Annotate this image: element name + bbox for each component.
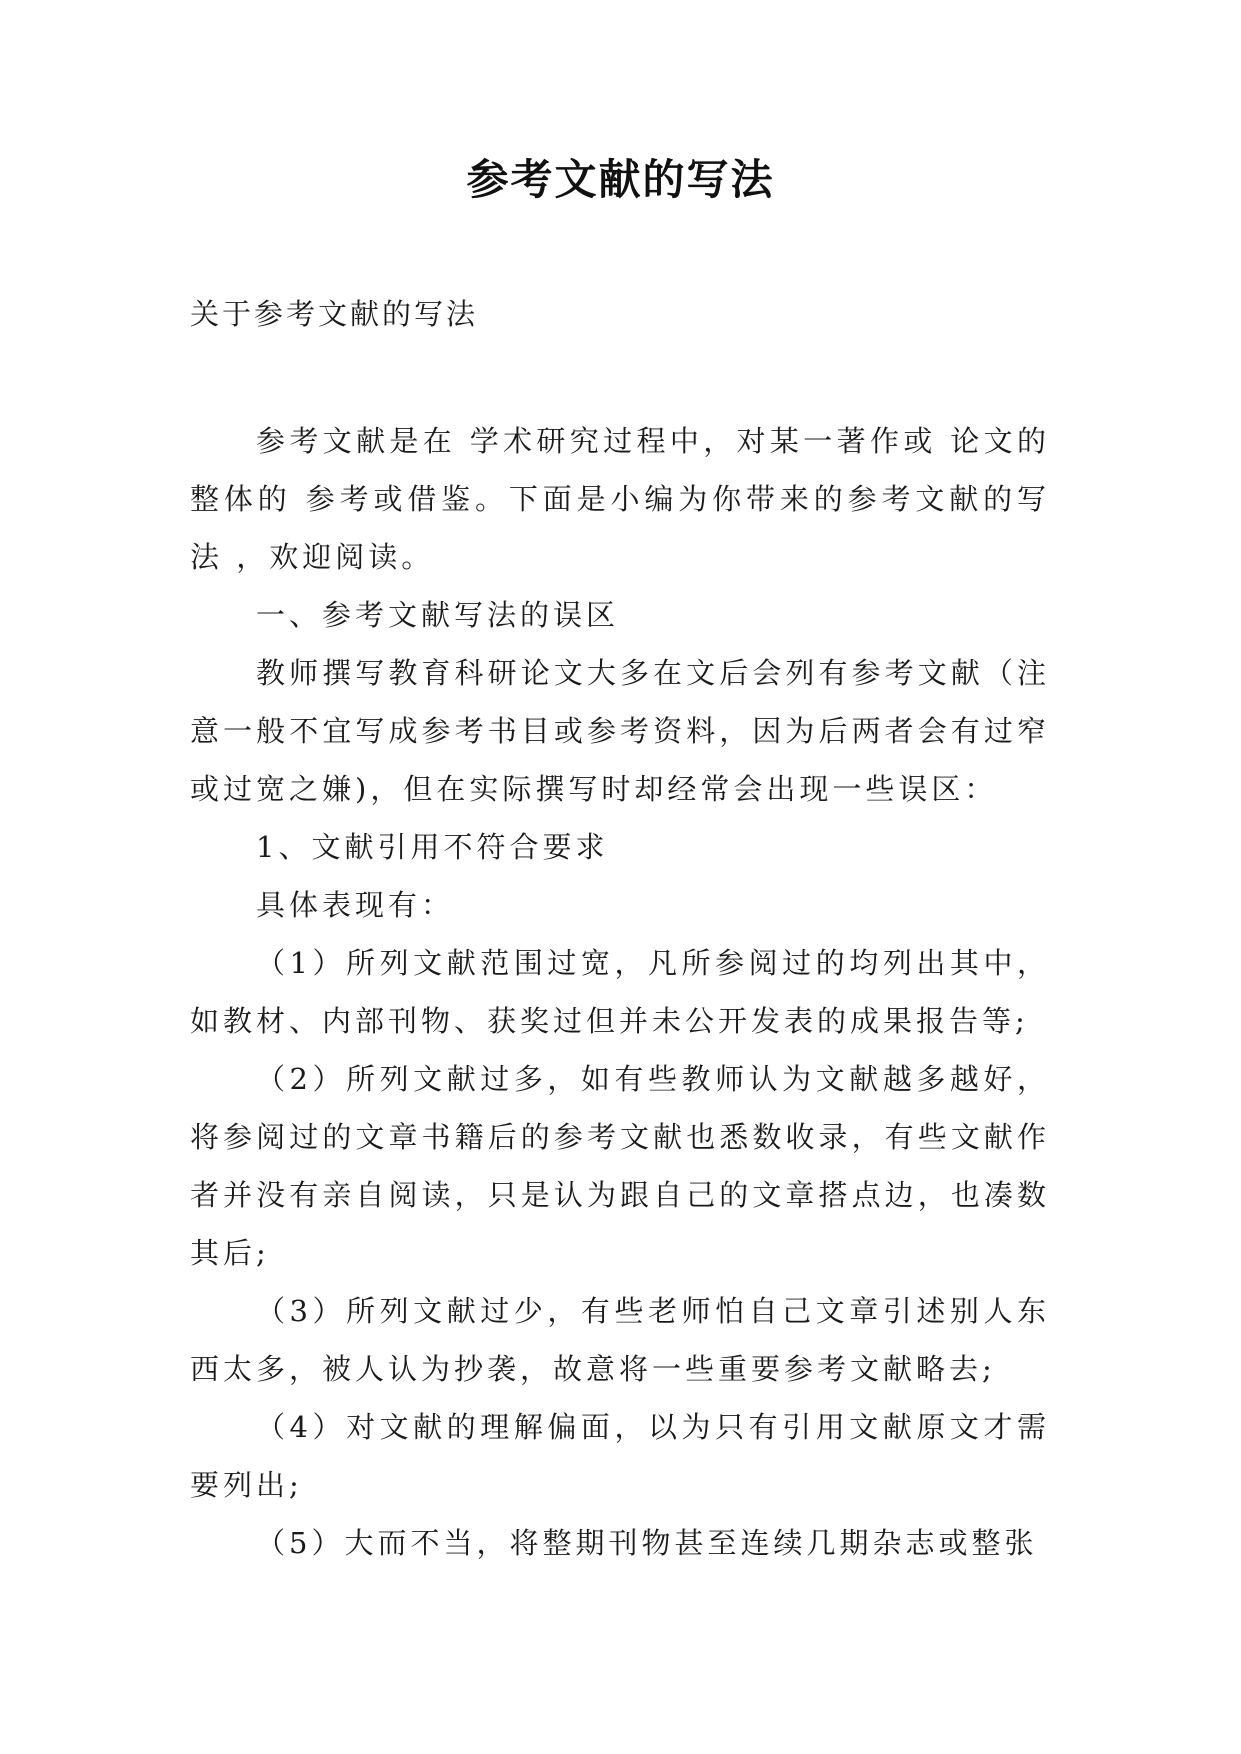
paragraph: 教师撰写教育科研论文大多在文后会列有参考文献（注意一般不宜写成参考书目或参考资料，因为后两者会有过窄或过宽之嫌)，但在实际撰写时却经常会出现一些误区：: [190, 656, 1050, 806]
list-item: （4）对文献的理解偏面，以为只有引用文献原文才需要列出;: [190, 1410, 1050, 1502]
paragraph: 具体表现有：: [256, 888, 455, 922]
document-body: [190, 412, 1050, 1572]
paragraph-intro: 参考文献是在 学术研究过程中，对某一著作或 论文的整体的 参考或借鉴。下面是小编为你带来的参考文献的写法 ，欢迎阅读。: [190, 424, 1050, 574]
section-heading: 一、参考文献写法的误区: [256, 598, 620, 632]
list-item: （3）所列文献过少，有些老师怕自己文章引述别人东西太多，被人认为抄袭，故意将一些重要参考文献略去;: [190, 1294, 1050, 1386]
document-subtitle: 关于参考文献的写法: [190, 297, 479, 331]
subsection-heading: 1、文献引用不符合要求: [256, 830, 609, 864]
list-item: （5）大而不当，将整期刊物甚至连续几期杂志或整张: [256, 1526, 1038, 1560]
list-item: （2）所列文献过多，如有些教师认为文献越多越好，将参阅过的文章书籍后的参考文献也悉数收录，有些文献作者并没有亲自阅读，只是认为跟自己的文章搭点边，也凑数其后;: [190, 1062, 1050, 1270]
document-title: 参考文献的写法: [466, 155, 775, 204]
list-item: （1）所列文献范围过宽，凡所参阅过的均列出其中，如教材、内部刊物、获奖过但并未公开发表的成果报告等;: [190, 946, 1050, 1038]
